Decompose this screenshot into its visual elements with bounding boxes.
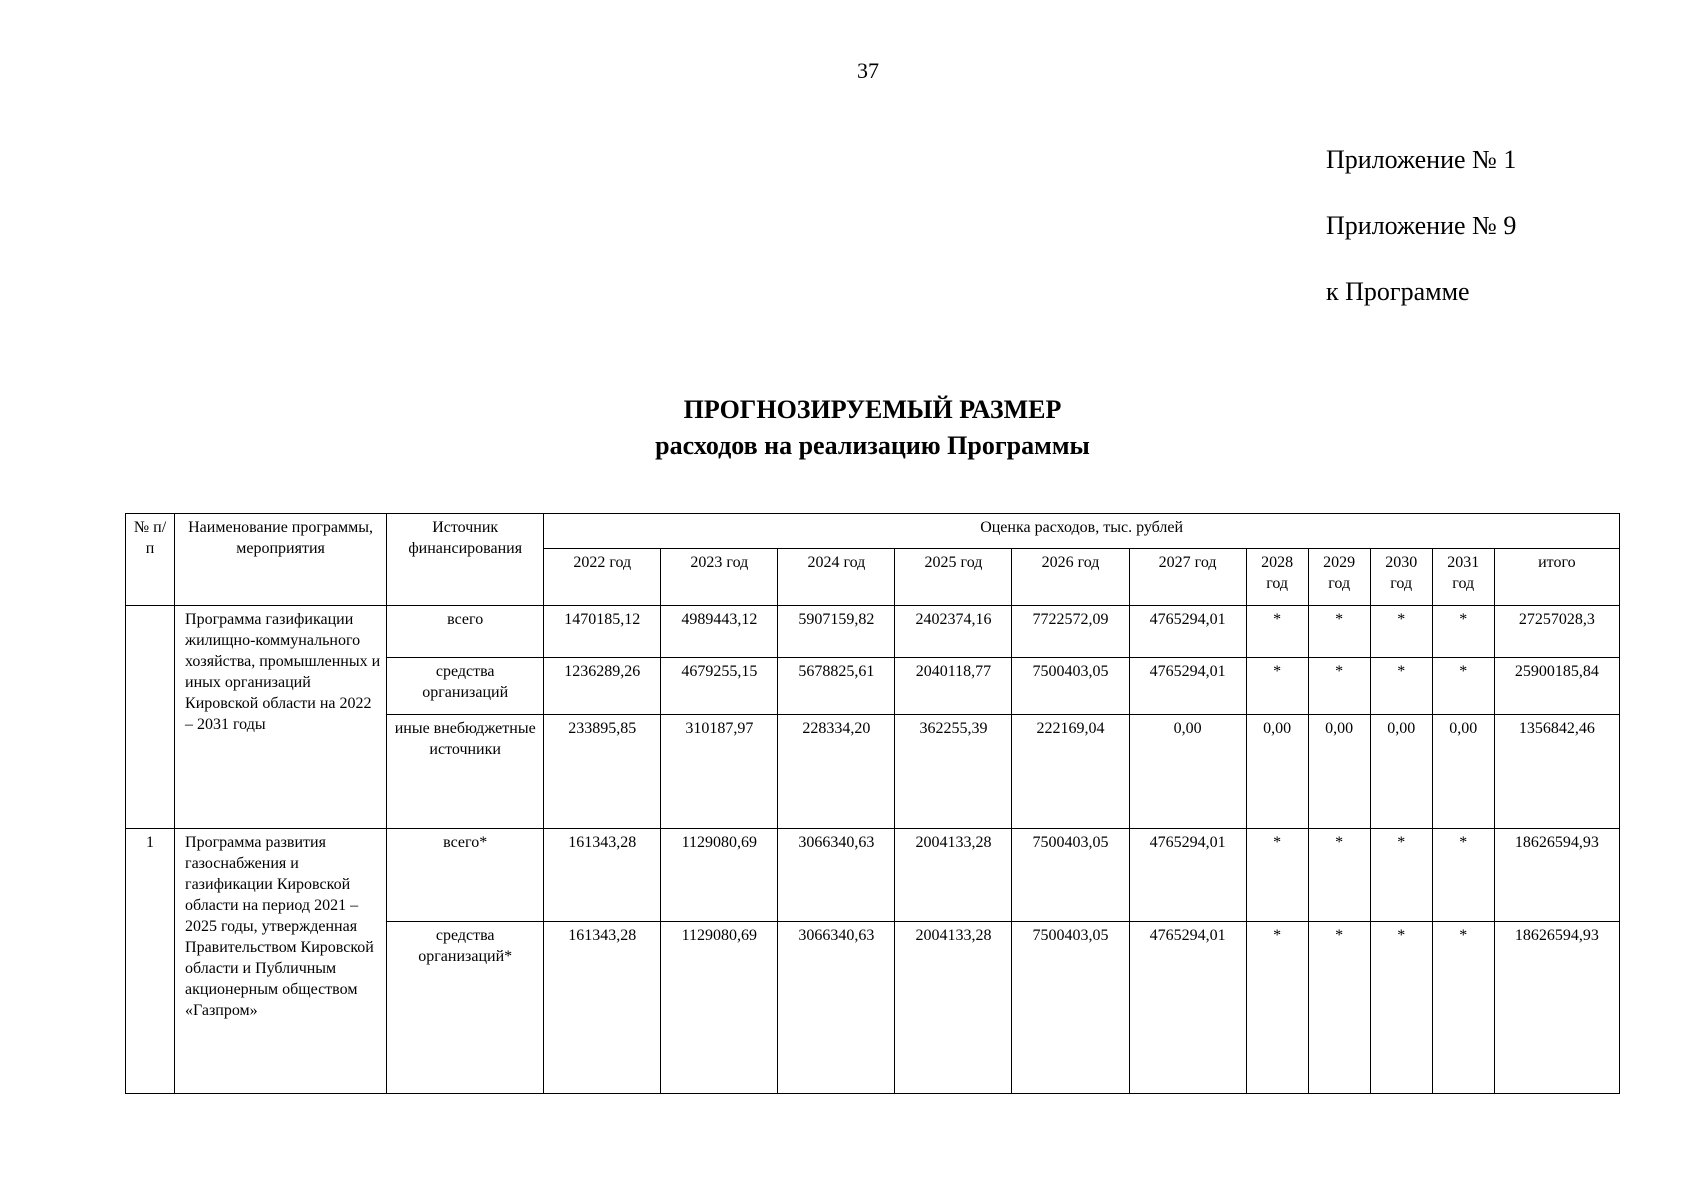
expense-value: 228334,20: [778, 715, 895, 829]
expense-value: 161343,28: [544, 922, 661, 1094]
expense-value: 161343,28: [544, 829, 661, 922]
funding-source: средства организаций*: [387, 922, 544, 1094]
header-row-1: [126, 514, 1620, 549]
expense-value: 310187,97: [661, 715, 778, 829]
expense-value: 2402374,16: [895, 606, 1012, 658]
header-source: Источник финансирования: [387, 514, 544, 606]
row-number: 1: [126, 829, 175, 1094]
expense-value: 233895,85: [544, 715, 661, 829]
expense-value: *: [1246, 829, 1308, 922]
expense-value: 7722572,09: [1012, 606, 1129, 658]
expense-value: 1236289,26: [544, 658, 661, 715]
title-line-1: ПРОГНОЗИРУЕМЫЙ РАЗМЕР: [683, 395, 1062, 424]
appendix-line-3: к Программе: [1326, 277, 1470, 306]
expense-value: *: [1432, 606, 1494, 658]
expense-value: 222169,04: [1012, 715, 1129, 829]
appendix-line-2: Приложение № 9: [1326, 211, 1517, 240]
expense-value: 2004133,28: [895, 922, 1012, 1094]
table-row: [126, 829, 1620, 922]
program-name: Программа газификации жилищно-коммунального хозяйства, промышленных и иных организаций Кировской области на 2022 – 2031 годы: [175, 606, 387, 829]
expense-value: 4765294,01: [1129, 829, 1246, 922]
expense-value: 4765294,01: [1129, 658, 1246, 715]
expense-value: 3066340,63: [778, 922, 895, 1094]
expense-value: 5907159,82: [778, 606, 895, 658]
table-row: [126, 606, 1620, 658]
expense-value: *: [1308, 829, 1370, 922]
expense-value: *: [1432, 922, 1494, 1094]
expense-value: 18626594,93: [1494, 922, 1619, 1094]
expense-value: 5678825,61: [778, 658, 895, 715]
expense-value: *: [1308, 658, 1370, 715]
expense-value: 4765294,01: [1129, 606, 1246, 658]
page-number: 37: [857, 58, 879, 83]
expenses-table: [125, 513, 1620, 1094]
expense-value: 7500403,05: [1012, 658, 1129, 715]
funding-source: всего: [387, 606, 544, 658]
expense-value: 18626594,93: [1494, 829, 1619, 922]
expense-value: 1129080,69: [661, 829, 778, 922]
header-estimate: Оценка расходов, тыс. рублей: [544, 514, 1620, 549]
expense-value: 1470185,12: [544, 606, 661, 658]
expense-value: 25900185,84: [1494, 658, 1619, 715]
expense-value: 1129080,69: [661, 922, 778, 1094]
funding-source: средства организаций: [387, 658, 544, 715]
expense-value: 0,00: [1370, 715, 1432, 829]
header-year: 2030 год: [1370, 549, 1432, 606]
header-year: 2022 год: [544, 549, 661, 606]
header-year: итого: [1494, 549, 1619, 606]
document-title: [0, 392, 1697, 464]
header-year: 2025 год: [895, 549, 1012, 606]
header-year: 2024 год: [778, 549, 895, 606]
expense-value: *: [1370, 829, 1432, 922]
expense-value: 7500403,05: [1012, 922, 1129, 1094]
expense-value: 4679255,15: [661, 658, 778, 715]
expense-value: 0,00: [1432, 715, 1494, 829]
expense-value: 362255,39: [895, 715, 1012, 829]
expense-value: *: [1308, 922, 1370, 1094]
expense-value: *: [1432, 658, 1494, 715]
row-number: [126, 606, 175, 829]
expense-value: 2040118,77: [895, 658, 1012, 715]
expense-value: 0,00: [1129, 715, 1246, 829]
header-year: 2029 год: [1308, 549, 1370, 606]
header-name: Наименование программы, мероприятия: [175, 514, 387, 606]
expense-value: 4989443,12: [661, 606, 778, 658]
expense-value: 1356842,46: [1494, 715, 1619, 829]
expense-value: 4765294,01: [1129, 922, 1246, 1094]
expense-value: 27257028,3: [1494, 606, 1619, 658]
expense-value: 0,00: [1246, 715, 1308, 829]
expense-value: *: [1246, 606, 1308, 658]
expense-value: *: [1308, 606, 1370, 658]
header-year: 2027 год: [1129, 549, 1246, 606]
expense-value: *: [1246, 922, 1308, 1094]
header-year: 2031 год: [1432, 549, 1494, 606]
expense-value: *: [1246, 658, 1308, 715]
expense-value: 7500403,05: [1012, 829, 1129, 922]
funding-source: иные внебюджетные источники: [387, 715, 544, 829]
header-year: 2026 год: [1012, 549, 1129, 606]
expense-value: *: [1370, 606, 1432, 658]
title-line-2: расходов на реализацию Программы: [655, 431, 1090, 460]
expense-value: *: [1370, 922, 1432, 1094]
expense-value: 2004133,28: [895, 829, 1012, 922]
funding-source: всего*: [387, 829, 544, 922]
header-num: № п/п: [126, 514, 175, 606]
header-year: 2023 год: [661, 549, 778, 606]
expense-value: *: [1370, 658, 1432, 715]
expense-value: *: [1432, 829, 1494, 922]
expense-value: 3066340,63: [778, 829, 895, 922]
appendix-line-1: Приложение № 1: [1326, 145, 1517, 174]
program-name: Программа развития газоснабжения и газификации Кировской области на период 2021 – 2025 годы, утвержденная Правительством Кировской области и Публичным акционерным обществом «Газпром»: [175, 829, 387, 1094]
header-year: 2028 год: [1246, 549, 1308, 606]
expense-value: 0,00: [1308, 715, 1370, 829]
